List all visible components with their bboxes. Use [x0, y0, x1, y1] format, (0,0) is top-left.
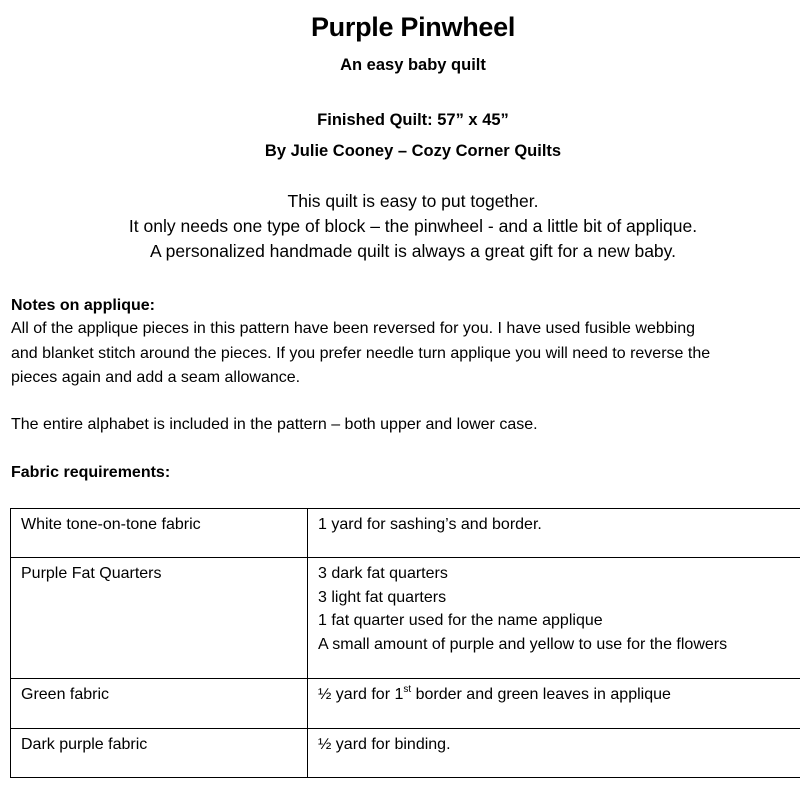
ordinal-suffix: st — [403, 683, 412, 695]
fabric-heading: Fabric requirements: — [11, 464, 171, 481]
amount-line: 1 fat quarter used for the name applique — [318, 612, 603, 629]
amount-line: A small amount of purple and yellow to use for the flowers — [318, 635, 728, 653]
notes-line: pieces again and add a seam allowance. — [11, 369, 301, 386]
notes-paragraph — [11, 317, 800, 391]
amount-line: 3 light fat quarters — [318, 588, 447, 606]
intro-line: This quilt is easy to put together. — [287, 191, 539, 211]
fabric-cell — [11, 558, 308, 679]
intro-line: A personalized handmade quilt is always a great gift for a new baby. — [150, 241, 676, 261]
amount-cell — [308, 509, 800, 558]
amount-text: ½ yard for 1 — [318, 686, 404, 703]
amount-line: 1 yard for sashing’s and border. — [318, 516, 542, 533]
author-byline: By Julie Cooney – Cozy Corner Quilts — [264, 142, 562, 160]
amount-cell — [308, 729, 800, 778]
amount-line: 3 dark fat quarters — [318, 565, 448, 582]
amount-cell — [308, 679, 800, 729]
notes-line: All of the applique pieces in this pattern have been reversed for you. I have used fusible webbing — [11, 320, 695, 337]
table-row — [11, 509, 800, 558]
page-title: Purple Pinwheel — [310, 12, 516, 42]
alphabet-note: The entire alphabet is included in the pattern – both upper and lower case. — [11, 416, 538, 433]
finished-size: Finished Quilt: 57” x 45” — [317, 111, 509, 129]
table-row — [11, 558, 800, 679]
table-row — [11, 679, 800, 729]
fabric-name: Dark purple fabric — [21, 736, 148, 753]
amount-cell — [308, 558, 800, 679]
notes-heading: Notes on applique: — [11, 297, 155, 314]
table-row — [11, 729, 800, 778]
fabric-name: Green fabric — [21, 686, 110, 703]
intro-paragraph — [0, 189, 800, 264]
amount-line: ½ yard for binding. — [318, 736, 451, 753]
fabric-name: White tone-on-tone fabric — [21, 516, 201, 533]
fabric-cell — [11, 509, 308, 558]
fabric-name: Purple Fat Quarters — [21, 565, 162, 582]
fabric-requirements-table — [10, 508, 800, 778]
page-subtitle: An easy baby quilt — [340, 56, 486, 74]
intro-line: It only needs one type of block – the pinwheel - and a little bit of applique. — [128, 216, 698, 236]
notes-line: and blanket stitch around the pieces. If you prefer needle turn applique you will need to reverse the — [11, 344, 711, 362]
amount-text-rest: border and green leaves in applique — [411, 686, 671, 703]
fabric-cell — [11, 679, 308, 729]
fabric-cell — [11, 729, 308, 778]
